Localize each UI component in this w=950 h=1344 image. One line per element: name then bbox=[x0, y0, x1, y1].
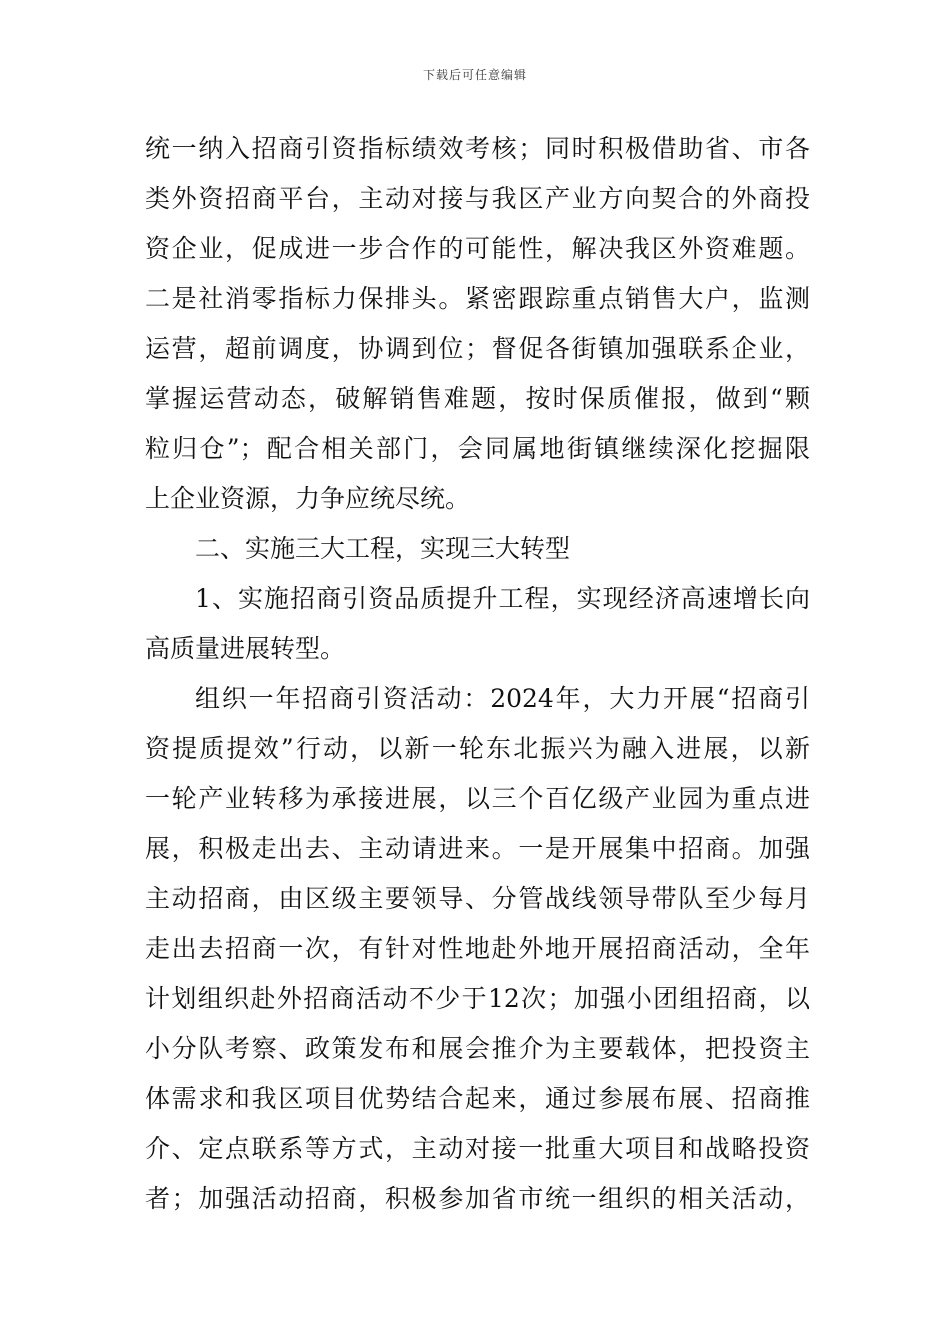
body-line: 介、定点联系等方式，主动对接一批重大项目和战略投资 bbox=[145, 1134, 810, 1163]
subsection-heading: 1、实施招商引资品质提升工程，实现经济高速增长向 bbox=[195, 584, 810, 613]
body-line: 粒归仓”；配合相关部门，会同属地街镇继续深化挖掘限 bbox=[145, 434, 810, 463]
section-heading: 二、实施三大工程，实现三大转型 bbox=[195, 534, 571, 563]
body-line: 运营，超前调度，协调到位；督促各街镇加强联系企业， bbox=[145, 334, 810, 363]
body-line: 掌握运营动态，破解销售难题，按时保质催报，做到“颗 bbox=[145, 384, 810, 413]
body-line: 二是社消零指标力保排头。紧密跟踪重点销售大户，监测 bbox=[145, 284, 810, 313]
body-line: 小分队考察、政策发布和展会推介为主要载体，把投资主 bbox=[145, 1034, 810, 1063]
paragraph-first-line: 组织一年招商引资活动：2024年，大力开展“招商引 bbox=[195, 684, 810, 713]
body-line: 一轮产业转移为承接进展，以三个百亿级产业园为重点进 bbox=[145, 784, 810, 813]
subsection-heading-continued: 高质量进展转型。 bbox=[145, 634, 346, 663]
body-line: 类外资招商平台，主动对接与我区产业方向契合的外商投 bbox=[145, 184, 810, 213]
body-line: 资企业，促成进一步合作的可能性，解决我区外资难题。 bbox=[145, 234, 810, 263]
body-line: 主动招商，由区级主要领导、分管战线领导带队至少每月 bbox=[145, 884, 810, 913]
body-line: 统一纳入招商引资指标绩效考核；同时积极借助省、市各 bbox=[145, 134, 810, 163]
page-header: 下载后可任意编辑 bbox=[422, 68, 527, 82]
body-line: 上企业资源，力争应统尽统。 bbox=[145, 484, 471, 513]
document-body bbox=[145, 124, 810, 1224]
body-line: 走出去招商一次，有针对性地赴外地开展招商活动，全年 bbox=[145, 934, 810, 963]
body-line: 资提质提效”行动，以新一轮东北振兴为融入进展，以新 bbox=[145, 734, 810, 763]
body-line: 计划组织赴外招商活动不少于12次；加强小团组招商，以 bbox=[145, 984, 810, 1013]
body-line: 展，积极走出去、主动请进来。一是开展集中招商。加强 bbox=[145, 834, 810, 863]
body-line: 体需求和我区项目优势结合起来，通过参展布展、招商推 bbox=[145, 1084, 810, 1113]
body-line: 者；加强活动招商，积极参加省市统一组织的相关活动， bbox=[145, 1184, 810, 1213]
